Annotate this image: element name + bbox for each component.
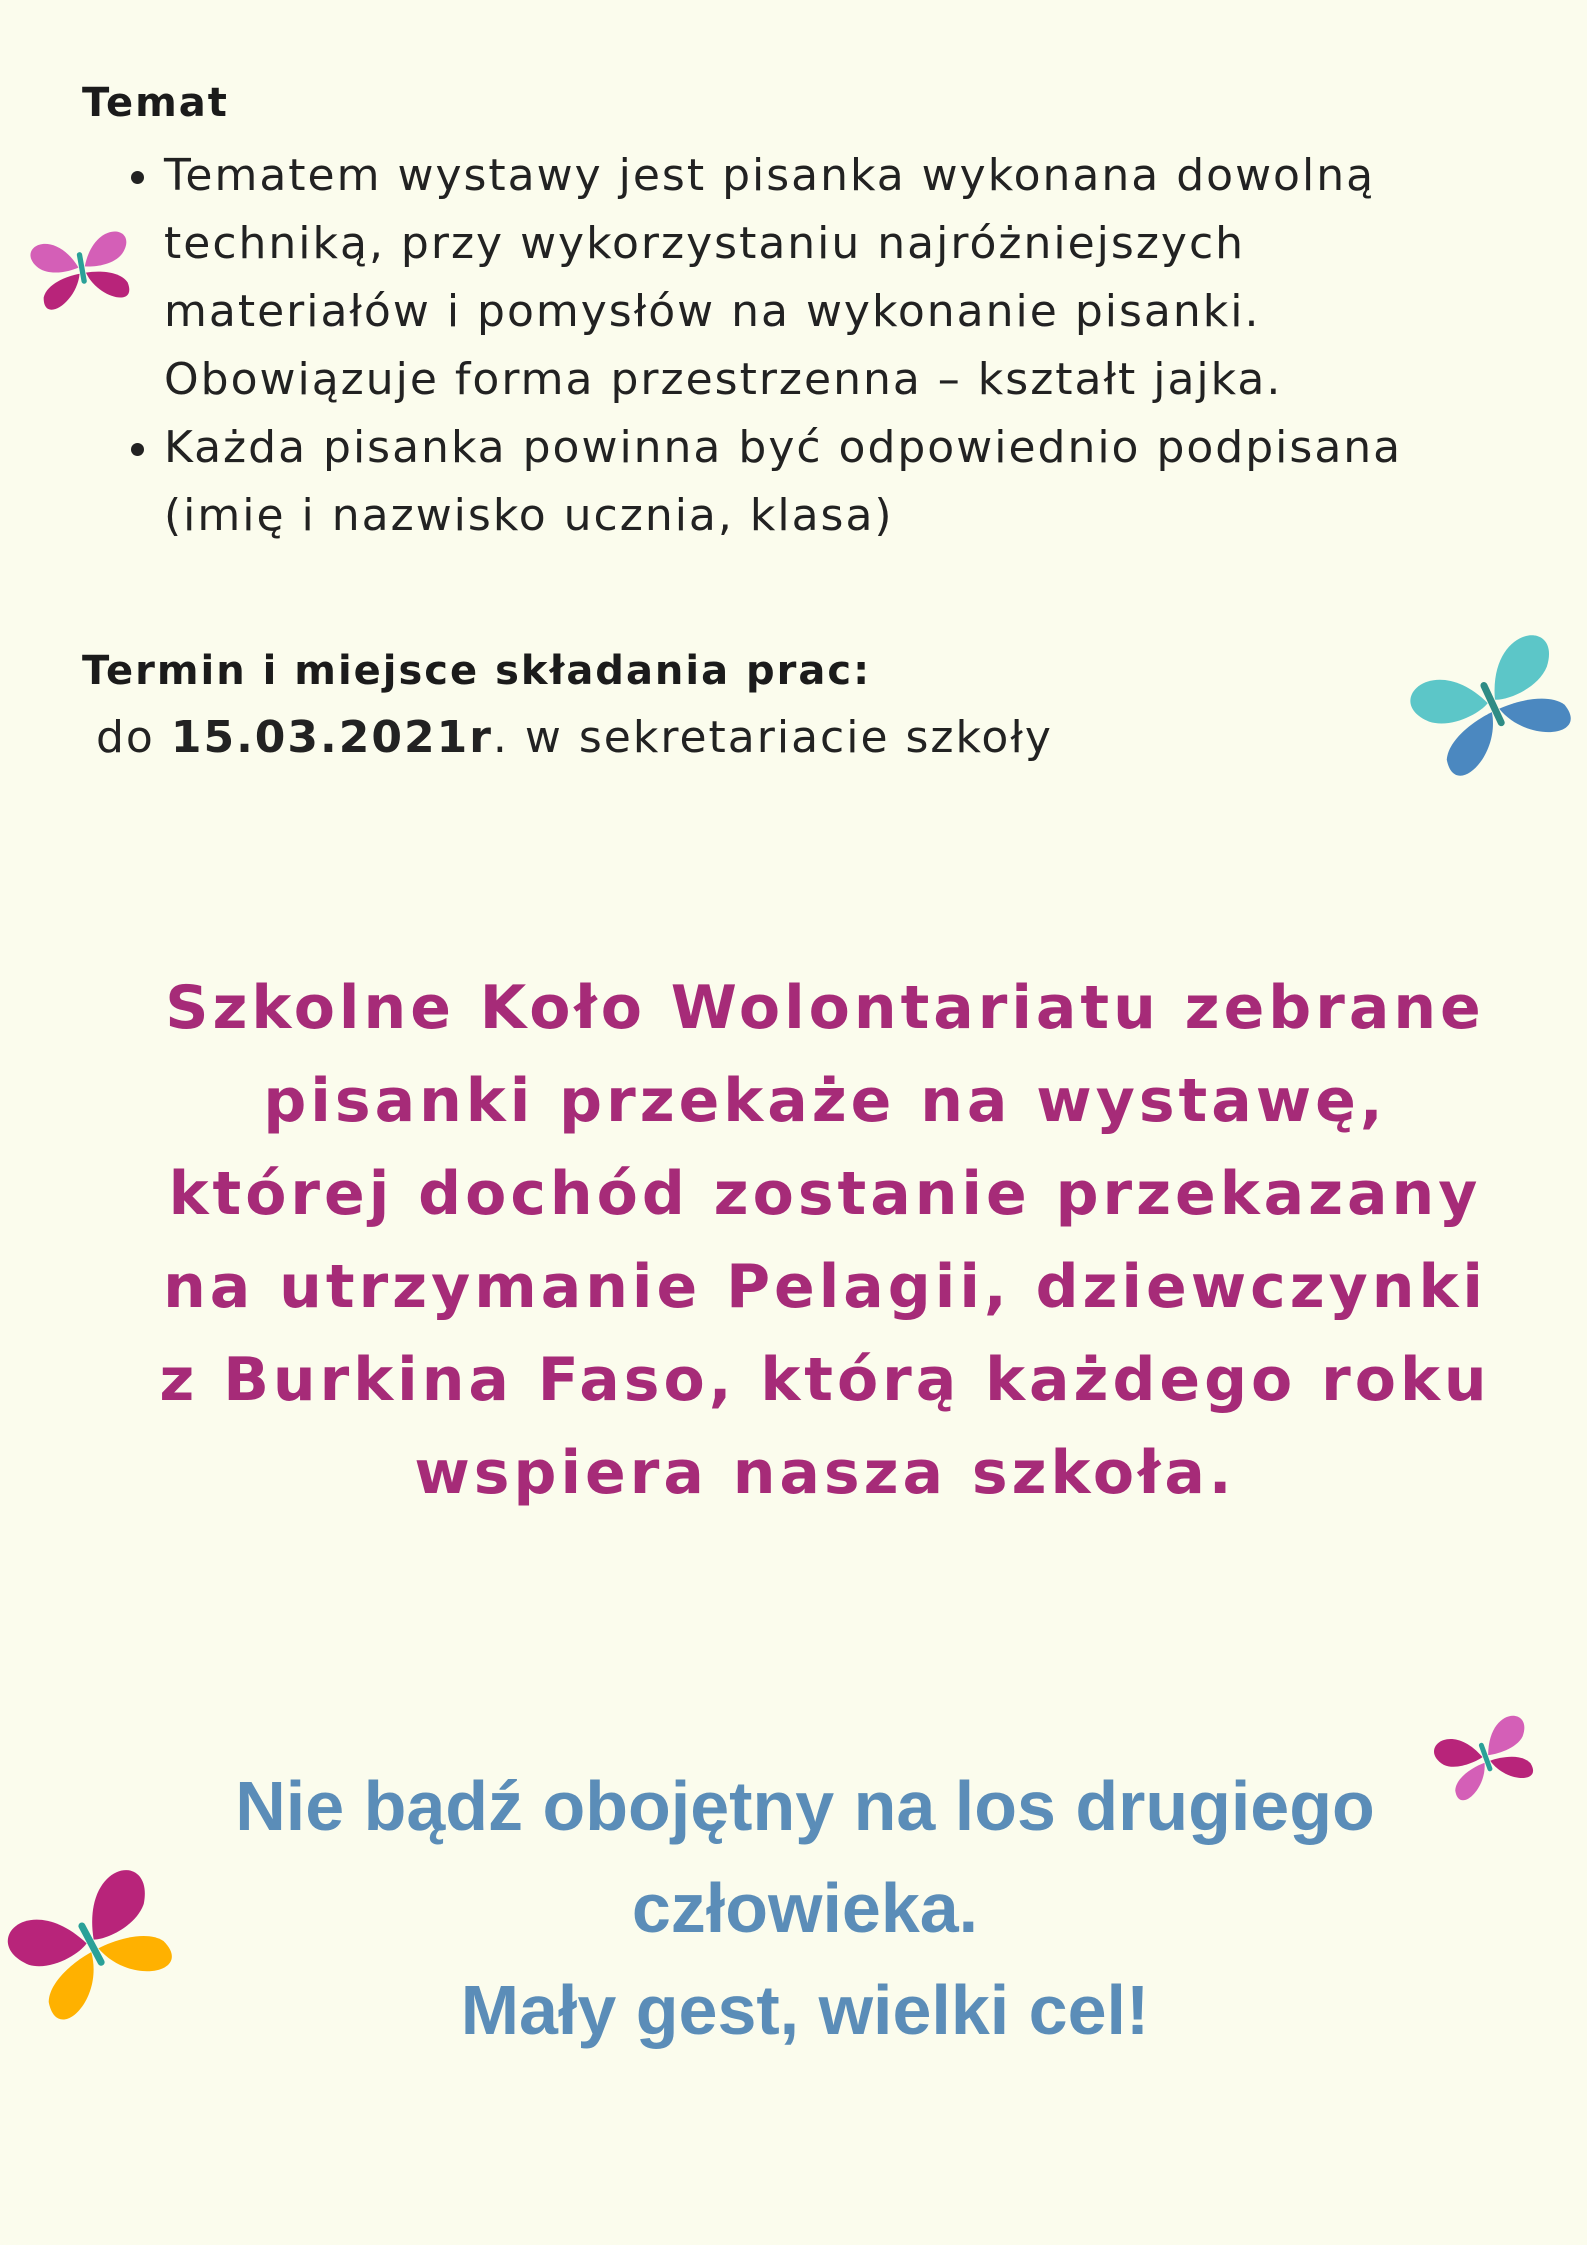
- deadline-prefix: do: [96, 712, 155, 763]
- butterfly-icon: [18, 205, 146, 333]
- slogan-line-2: Mały gest, wielki cel!: [460, 1971, 1150, 2049]
- butterfly-icon: [1398, 605, 1587, 810]
- slogan: [120, 1755, 1490, 2061]
- list-item: • Tematem wystawy jest pisanka wykonana dowolną techniką, przy wykorzystaniu najróżniejszych materiałów i pomysłów na wykonanie pisanki. Obowiązuje forma przestrzenna – kształt jajka.: [164, 142, 1504, 414]
- list-item: • Każda pisanka powinna być odpowiednio podpisana (imię i nazwisko ucznia, klasa): [164, 414, 1504, 550]
- deadline-date: 15.03.2021r: [170, 712, 493, 763]
- topic-list: [120, 142, 1504, 550]
- butterfly-icon: [0, 1840, 185, 2050]
- topic-heading: Temat: [82, 80, 229, 126]
- butterfly-icon: [1420, 1700, 1552, 1815]
- volunteer-announcement: Szkolne Koło Wolontariatu zebrane pisanki przekaże na wystawę, której dochód zostanie przekazany na utrzymanie Pelagii, dziewczynki z Burkina Faso, którą każdego roku wspiera nasza szkoła.: [159, 973, 1491, 1508]
- deadline-line: [96, 712, 1053, 763]
- deadline-heading: Termin i miejsce składania prac:: [82, 648, 872, 694]
- deadline-place: . w sekretariacie szkoły: [492, 712, 1053, 763]
- slogan-line-1: Nie bądź obojętny na los drugiego człowieka.: [235, 1767, 1375, 1947]
